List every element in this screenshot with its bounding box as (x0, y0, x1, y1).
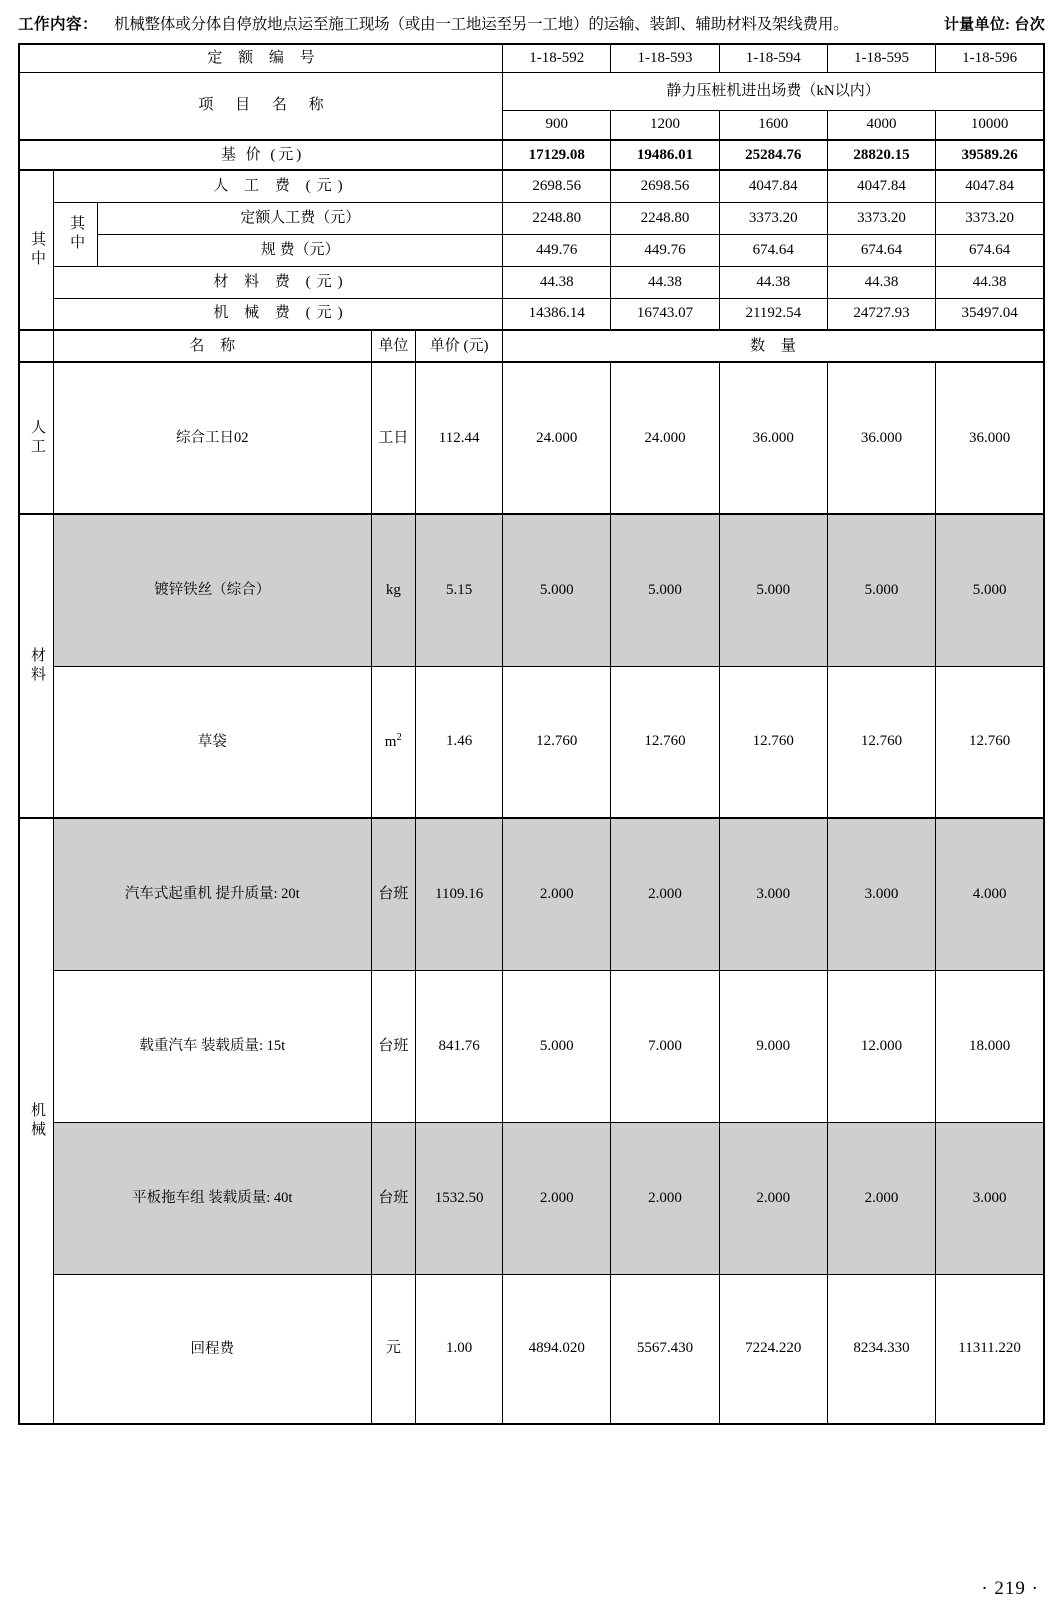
cell-material-fee-1: 44.38 (611, 266, 719, 298)
label-quota-labor-fee: 定额人工费（元） (98, 202, 503, 234)
cell-regulation-fee-2: 674.64 (719, 234, 827, 266)
label-detail-quantity: 数 量 (503, 330, 1044, 362)
table-row-item-flatbed-trailer (19, 1122, 1044, 1274)
item-qty-0-0: 24.000 (503, 362, 611, 514)
cell-machine-fee-2: 21192.54 (719, 298, 827, 330)
cell-base-price-1: 19486.01 (611, 140, 719, 170)
item-qty-6-1: 5567.430 (611, 1274, 719, 1424)
item-qty-1-0: 5.000 (503, 514, 611, 666)
table-row-detail-header (19, 330, 1044, 362)
item-name-6: 回程费 (53, 1274, 371, 1424)
item-unit-3: 台班 (371, 818, 416, 970)
item-qty-0-2: 36.000 (719, 362, 827, 514)
table-row-machine-fee (19, 298, 1044, 330)
item-qty-4-3: 12.000 (827, 970, 935, 1122)
cell-material-fee-4: 44.38 (936, 266, 1044, 298)
label-qizhong-inner (53, 202, 98, 266)
cell-machine-fee-0: 14386.14 (503, 298, 611, 330)
cell-code-3: 1-18-595 (827, 44, 935, 72)
cell-regulation-fee-1: 449.76 (611, 234, 719, 266)
cell-regulation-fee-3: 674.64 (827, 234, 935, 266)
detail-header-category-spacer (19, 330, 53, 362)
category-machine (19, 818, 53, 1424)
item-qty-1-2: 5.000 (719, 514, 827, 666)
table-row-item-truck-crane (19, 818, 1044, 970)
item-qty-1-1: 5.000 (611, 514, 719, 666)
cell-quota-labor-fee-1: 2248.80 (611, 202, 719, 234)
category-machine-text: 机械 (28, 1102, 45, 1140)
item-unit-1: kg (371, 514, 416, 666)
measurement-unit-note: 计量单位: 台次 (943, 17, 1045, 33)
cell-quota-labor-fee-0: 2248.80 (503, 202, 611, 234)
cell-machine-fee-3: 24727.93 (827, 298, 935, 330)
item-qty-2-1: 12.760 (611, 666, 719, 818)
item-unit-0: 工日 (371, 362, 416, 514)
label-material-fee: 材 料 费 (元) (53, 266, 502, 298)
item-qty-2-2: 12.760 (719, 666, 827, 818)
item-name-1: 镀锌铁丝（综合） (53, 514, 371, 666)
item-unit-price-0: 112.44 (416, 362, 503, 514)
label-labor-fee: 人 工 费 (元) (53, 170, 502, 202)
item-qty-6-3: 8234.330 (827, 1274, 935, 1424)
item-qty-5-2: 2.000 (719, 1122, 827, 1274)
item-qty-4-4: 18.000 (936, 970, 1044, 1122)
cell-spec-3: 4000 (827, 110, 935, 140)
table-row-code (19, 44, 1044, 72)
quota-table (18, 43, 1045, 1425)
category-material (19, 514, 53, 818)
item-unit-2: $m^2$ (371, 666, 416, 818)
cell-labor-fee-1: 2698.56 (611, 170, 719, 202)
item-unit-price-5: 1532.50 (416, 1122, 503, 1274)
label-regulation-fee: 规 费（元） (98, 234, 503, 266)
item-qty-6-4: 11311.220 (936, 1274, 1044, 1424)
cell-base-price-0: 17129.08 (503, 140, 611, 170)
item-unit-price-2: 1.46 (416, 666, 503, 818)
cell-labor-fee-3: 4047.84 (827, 170, 935, 202)
item-qty-0-4: 36.000 (936, 362, 1044, 514)
item-qty-3-1: 2.000 (611, 818, 719, 970)
cell-code-2: 1-18-594 (719, 44, 827, 72)
cell-quota-labor-fee-3: 3373.20 (827, 202, 935, 234)
cell-regulation-fee-4: 674.64 (936, 234, 1044, 266)
table-row-project-title (19, 72, 1044, 110)
cell-spec-0: 900 (503, 110, 611, 140)
table-row-item-cargo-truck (19, 970, 1044, 1122)
cell-regulation-fee-0: 449.76 (503, 234, 611, 266)
table-row-item-straw-bag (19, 666, 1044, 818)
cell-material-fee-3: 44.38 (827, 266, 935, 298)
item-qty-3-4: 4.000 (936, 818, 1044, 970)
item-qty-1-4: 5.000 (936, 514, 1044, 666)
label-detail-name: 名 称 (53, 330, 371, 362)
item-name-4: 载重汽车 装载质量: 15t (53, 970, 371, 1122)
item-qty-0-3: 36.000 (827, 362, 935, 514)
cell-spec-2: 1600 (719, 110, 827, 140)
item-qty-4-0: 5.000 (503, 970, 611, 1122)
item-unit-price-6: 1.00 (416, 1274, 503, 1424)
cell-spec-1: 1200 (611, 110, 719, 140)
table-row-item-return-trip-fee (19, 1274, 1044, 1424)
item-unit-price-1: 5.15 (416, 514, 503, 666)
item-qty-3-0: 2.000 (503, 818, 611, 970)
work-content-text: 机械整体或分体自停放地点运至施工现场（或由一工地运至另一工地）的运输、装卸、辅助材料及架线费用。 (114, 16, 849, 33)
item-unit-6: 元 (371, 1274, 416, 1424)
page-number: · 219 · (981, 1578, 1039, 1599)
cell-base-price-4: 39589.26 (936, 140, 1044, 170)
qizhong-inner-text: 其中 (68, 215, 85, 253)
label-detail-unit: 单位 (371, 330, 416, 362)
category-material-text: 材料 (28, 647, 45, 685)
table-row-regulation-fee (19, 234, 1044, 266)
cell-labor-fee-4: 4047.84 (936, 170, 1044, 202)
item-unit-price-3: 1109.16 (416, 818, 503, 970)
category-labor (19, 362, 53, 514)
table-row-material-fee (19, 266, 1044, 298)
item-qty-2-4: 12.760 (936, 666, 1044, 818)
cell-quota-labor-fee-2: 3373.20 (719, 202, 827, 234)
label-quota-code: 定 额 编 号 (19, 44, 503, 72)
cell-project-title: 静力压桩机进出场费（kN以内） (503, 72, 1044, 110)
cell-spec-4: 10000 (936, 110, 1044, 140)
table-row-item-labor (19, 362, 1044, 514)
table-row-base-price (19, 140, 1044, 170)
cell-labor-fee-0: 2698.56 (503, 170, 611, 202)
item-name-3: 汽车式起重机 提升质量: 20t (53, 818, 371, 970)
work-content-label: 工作内容： (18, 16, 99, 33)
item-unit-5: 台班 (371, 1122, 416, 1274)
item-qty-2-0: 12.760 (503, 666, 611, 818)
item-qty-5-1: 2.000 (611, 1122, 719, 1274)
cell-code-1: 1-18-593 (611, 44, 719, 72)
item-qty-1-3: 5.000 (827, 514, 935, 666)
item-qty-5-0: 2.000 (503, 1122, 611, 1274)
item-qty-4-1: 7.000 (611, 970, 719, 1122)
label-base-price: 基 价 (元) (19, 140, 503, 170)
cell-material-fee-0: 44.38 (503, 266, 611, 298)
cell-machine-fee-1: 16743.07 (611, 298, 719, 330)
item-qty-6-2: 7224.220 (719, 1274, 827, 1424)
qizhong-outer-text: 其中 (28, 231, 45, 269)
item-unit-price-4: 841.76 (416, 970, 503, 1122)
work-content-header (18, 12, 1045, 36)
work-content-left (18, 12, 848, 34)
cell-machine-fee-4: 35497.04 (936, 298, 1044, 330)
item-name-2: 草袋 (53, 666, 371, 818)
cell-base-price-2: 25284.76 (719, 140, 827, 170)
item-qty-4-2: 9.000 (719, 970, 827, 1122)
item-qty-2-3: 12.760 (827, 666, 935, 818)
item-qty-3-2: 3.000 (719, 818, 827, 970)
item-qty-6-0: 4894.020 (503, 1274, 611, 1424)
cell-code-4: 1-18-596 (936, 44, 1044, 72)
table-row-labor-fee (19, 170, 1044, 202)
label-qizhong-outer (19, 170, 53, 330)
label-machine-fee: 机 械 费 (元) (53, 298, 502, 330)
item-qty-0-1: 24.000 (611, 362, 719, 514)
cell-base-price-3: 28820.15 (827, 140, 935, 170)
label-project-name: 项 目 名 称 (19, 72, 503, 140)
item-unit-4: 台班 (371, 970, 416, 1122)
item-qty-5-3: 2.000 (827, 1122, 935, 1274)
cell-quota-labor-fee-4: 3373.20 (936, 202, 1044, 234)
item-qty-3-3: 3.000 (827, 818, 935, 970)
cell-material-fee-2: 44.38 (719, 266, 827, 298)
item-name-5: 平板拖车组 装载质量: 40t (53, 1122, 371, 1274)
table-row-quota-labor-fee (19, 202, 1044, 234)
item-qty-5-4: 3.000 (936, 1122, 1044, 1274)
label-detail-unit-price: 单价 (元) (416, 330, 503, 362)
cell-code-0: 1-18-592 (503, 44, 611, 72)
item-name-0: 综合工日02 (53, 362, 371, 514)
cell-labor-fee-2: 4047.84 (719, 170, 827, 202)
category-labor-text: 人工 (28, 419, 45, 457)
table-row-item-galvanized-wire (19, 514, 1044, 666)
